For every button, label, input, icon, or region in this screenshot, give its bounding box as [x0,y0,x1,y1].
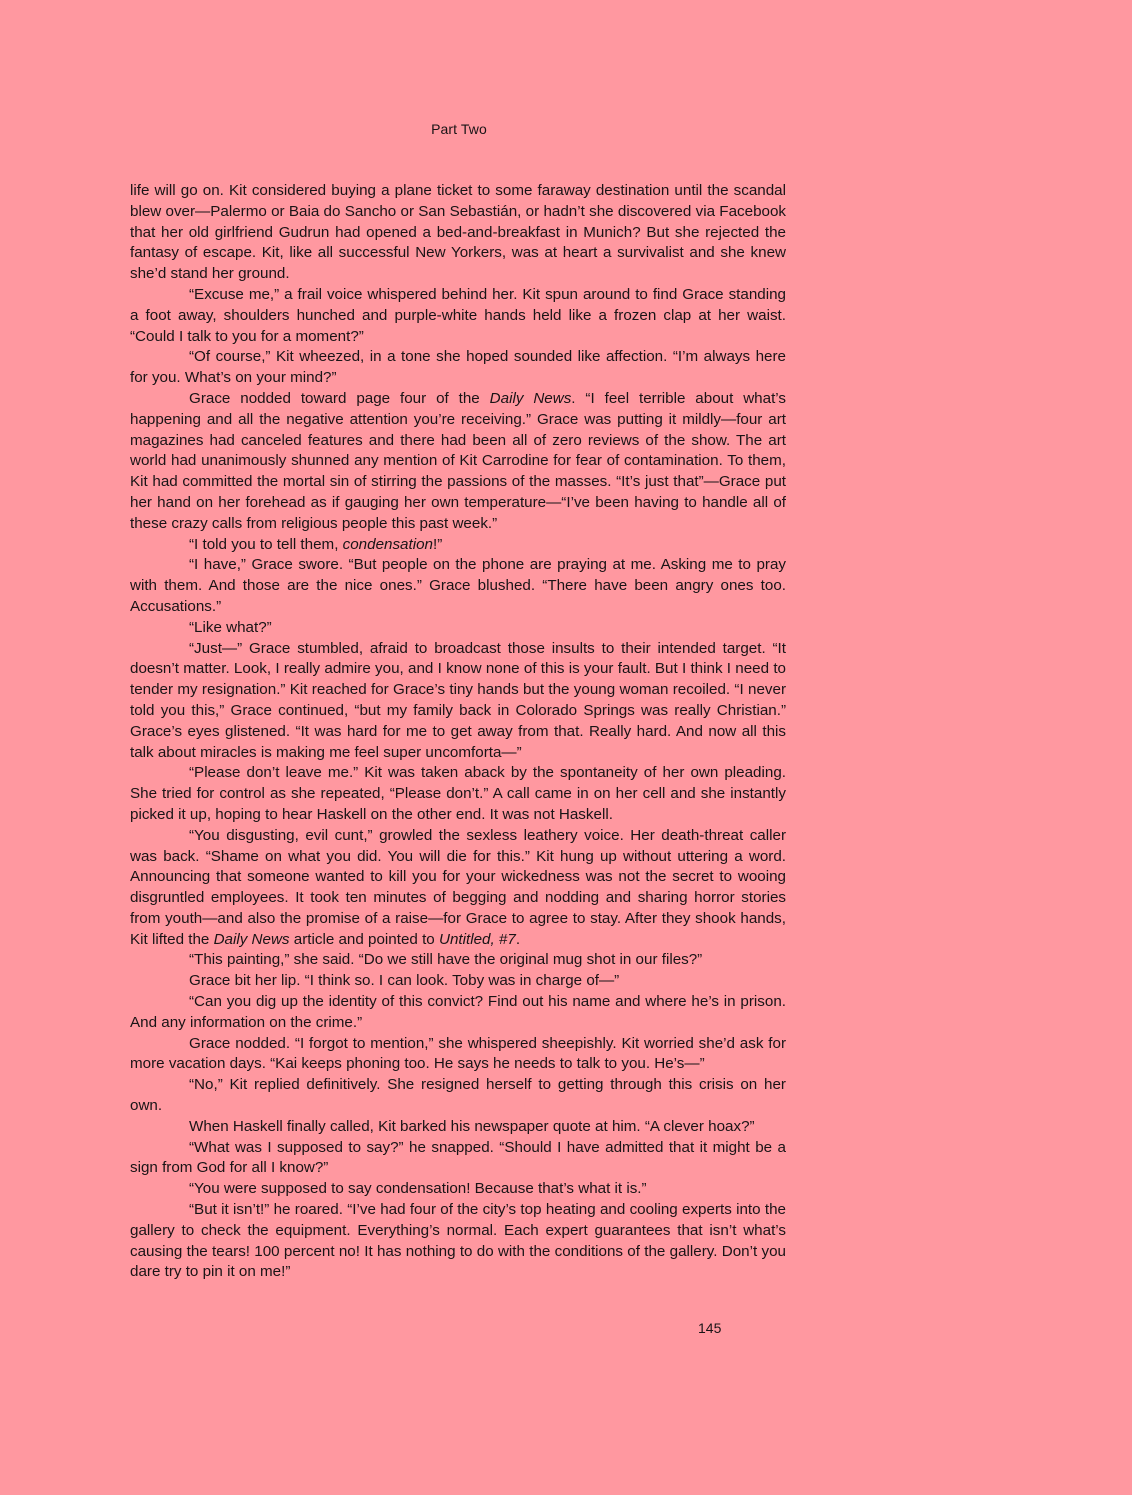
text-run: “I told you to tell them, [189,535,343,553]
paragraph [130,971,786,992]
running-head: Part Two [431,121,487,137]
text-run: “Excuse me,” a frail voice whispered behind her. Kit spun around to find Grace standing a foot away, shoulders hunched and purple-white hands held like a frozen clap at her waist. “Could I talk to you for a moment?” [130,285,786,345]
text-run: Grace bit her lip. “I think so. I can look. Toby was in charge of—” [189,972,620,990]
page-number: 145 [698,1320,722,1336]
paragraph [130,1138,786,1180]
paragraph [130,555,786,617]
paragraph [130,1179,786,1200]
text-run: “No,” Kit replied definitively. She resigned herself to getting through this crisis on her own. [130,1076,786,1115]
text-run: “Like what?” [189,618,272,636]
paragraph [130,950,786,971]
text-run: Grace nodded toward page four of the [189,389,490,407]
text-run: . “I feel terrible about what’s happening and all the negative attention you’re receiving.” Grace was putting it mildly—four art magazines had canceled features and there had been all of zero reviews of the show. The art world had unanimously shunned any mention of Kit Carrodine for fear of contamination. To them, Kit had committed the mortal sin of stirring the passions of the masses. “It’s just that”—Grace put her hand on her forehead as if gauging her own temperature—“I’ve been having to handle all of these crazy calls from religious people this past week.” [130,389,786,532]
text-run: “Of course,” Kit wheezed, in a tone she hoped sounded like affection. “I’m always here for you. What’s on your mind?” [130,348,786,387]
paragraph [130,618,786,639]
text-run: !” [433,535,443,553]
text-run: “Just—” Grace stumbled, afraid to broadcast those insults to their intended target. “It doesn’t matter. Look, I really admire you, and I know none of this is your fault. But I think I need to tender my resignation.” Kit reached for Grace’s tiny hands but the young woman recoiled. “I never told you this,” Grace continued, “but my family back in Colorado Springs was really Christian.” Grace’s eyes glistened. “It was hard for me to get away from that. Really hard. And now all this talk about miracles is making me feel super uncomforta—” [130,639,786,761]
italic-text: condensation [342,535,433,553]
paragraph [130,639,786,764]
italic-text: Daily News [213,930,290,948]
italic-text: Untitled, #7 [438,930,516,948]
paragraph [130,763,786,825]
text-run: “Can you dig up the identity of this convict? Find out his name and where he’s in prison. And any information on the crime.” [130,993,786,1031]
paragraph [130,1075,786,1117]
text-run: “This painting,” she said. “Do we still have the original mug shot in our files?” [189,951,703,969]
paragraph [130,347,786,389]
text-run: life will go on. Kit considered buying a plane ticket to some faraway destination until the scandal blew over—Palermo or Baia do Sancho or San Sebastián, or hadn’t she discovered via Facebook that her old girlfriend Gudrun had opened a bed-and-breakfast in Munich? But she rejected the fantasy of escape. Kit, like all successful New Yorkers, was at heart a survivalist and she knew she’d stand her ground. [130,182,786,283]
text-run: “Please don’t leave me.” Kit was taken aback by the spontaneity of her own pleading. She tried for control as she repeated, “Please don’t.” A call came in on her cell and she instantly picked it up, hoping to hear Haskell on the other end. It was not Haskell. [130,764,786,823]
text-run: “What was I supposed to say?” he snapped. “Should I have admitted that it might be a sign from God for all I know?” [130,1138,786,1177]
text-run: When Haskell finally called, Kit barked his newspaper quote at him. “A clever hoax?” [189,1117,755,1135]
body-text [130,181,786,1283]
text-run: article and pointed to [289,930,439,948]
paragraph [130,826,786,951]
text-run: Grace nodded. “I forgot to mention,” she whispered sheepishly. Kit worried she’d ask for more vacation days. “Kai keeps phoning too. He says he needs to talk to you. He’s—” [130,1034,786,1073]
paragraph [130,992,786,1034]
text-run: . [515,930,521,948]
paragraph [130,1117,786,1138]
text-run: “You disgusting, evil cunt,” growled the sexless leathery voice. Her death-threat caller was back. “Shame on what you did. You will die for this.” Kit hung up without uttering a word. Announcing that someone wanted to kill you for your wickedness was not the secret to wooing disgruntled employees. It took ten minutes of begging and nodding and sharing horror stories from youth—and also the promise of a raise—for Grace to agree to stay. After they shook hands, Kit lifted the [130,826,786,948]
text-run: “I have,” Grace swore. “But people on the phone are praying at me. Asking me to pray with them. And those are the nice ones.” Grace blushed. “There have been angry ones too. Accusations.” [130,556,786,615]
paragraph [130,285,786,347]
paragraph [130,535,786,556]
paragraph [130,1034,786,1076]
text-run: “But it isn’t!” he roared. “I’ve had four of the city’s top heating and cooling experts into the gallery to check the equipment. Everything’s normal. Each expert guarantees that isn’t what’s causing the tears! 100 percent no! It has nothing to do with the conditions of the gallery. Don’t you dare try to pin it on me!” [130,1201,786,1281]
text-run: “You were supposed to say condensation! Because that’s what it is.” [189,1180,647,1198]
paragraph [130,181,786,285]
italic-text: Daily News [489,389,572,407]
paragraph [130,1200,786,1283]
paragraph [130,389,786,535]
